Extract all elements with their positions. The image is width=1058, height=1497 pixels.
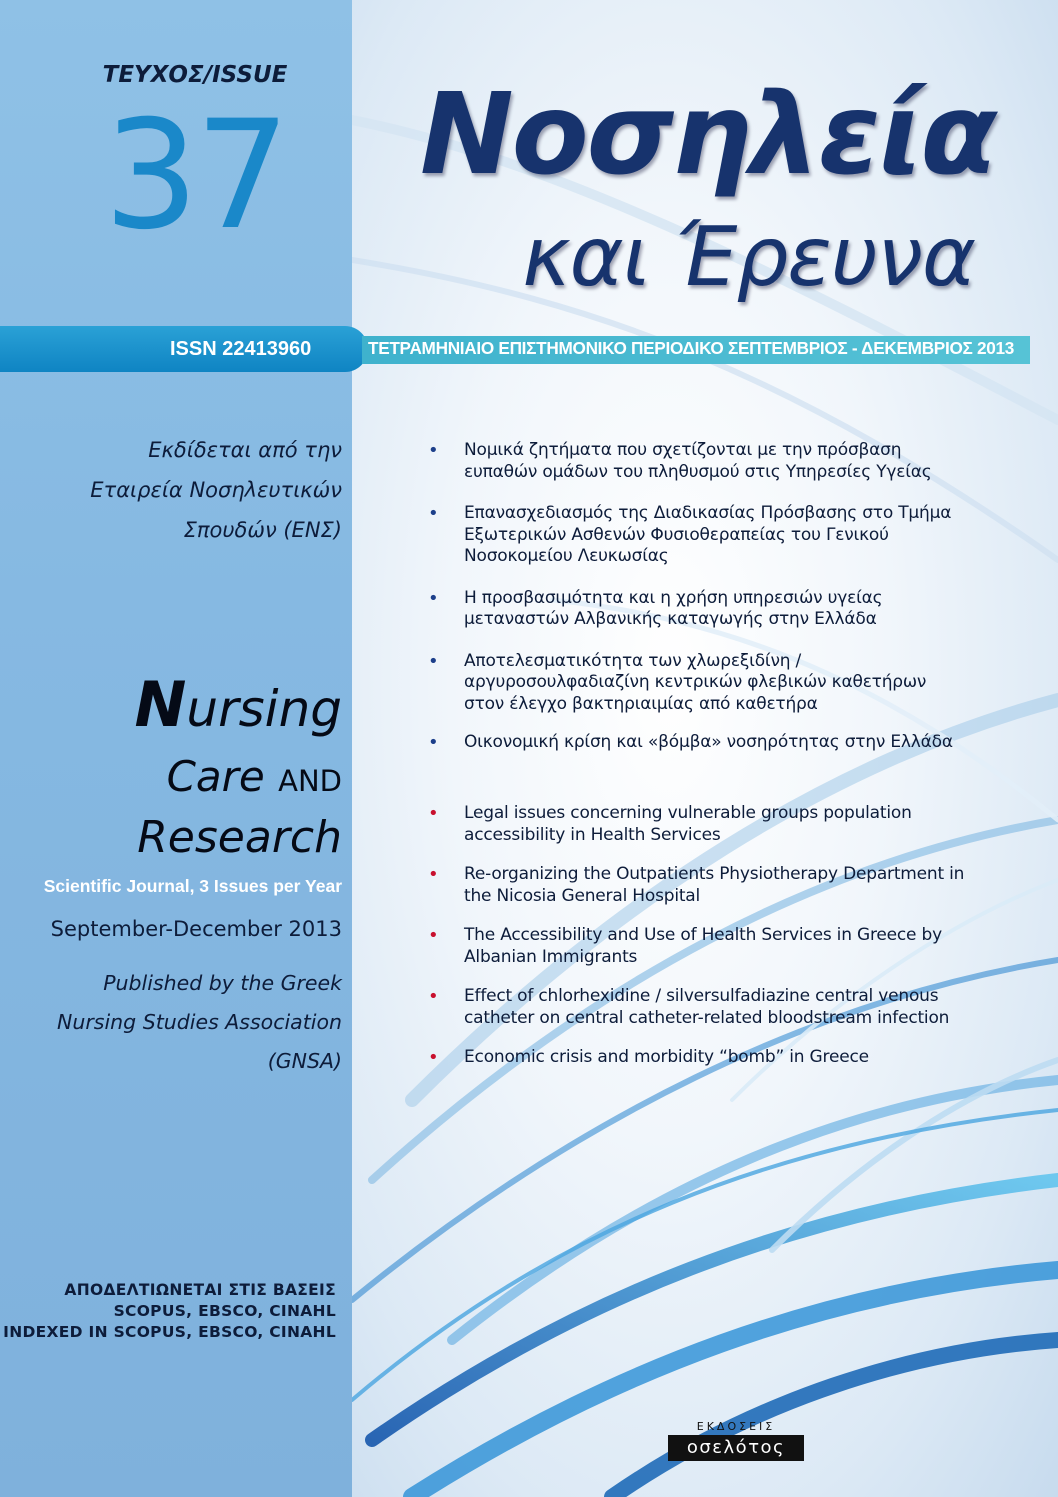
bullet-icon: • (428, 803, 439, 824)
issn-number: ISSN 22413960 (170, 338, 312, 360)
list-item (428, 503, 968, 568)
article-title: Economic crisis and morbidity “bomb” in Greece (464, 1047, 869, 1067)
articles-english-list (428, 803, 968, 1069)
publisher-english (10, 964, 342, 1081)
english-title-line3: Research (137, 812, 342, 863)
indexing-line: SCOPUS, EBSCO, CINAHL (113, 1302, 336, 1320)
english-title-line2 (20, 752, 342, 801)
publisher-greek-line: Σπουδών (ΕΝΣ) (183, 518, 342, 542)
bullet-icon: • (428, 864, 439, 885)
bullet-icon: • (428, 1047, 439, 1068)
bullet-icon: • (428, 587, 439, 609)
article-title: Οικονομική κρίση και «βόμβα» νοσηρότητας στην Ελλάδα (464, 732, 953, 752)
indexing-line: INDEXED IN SCOPUS, EBSCO, CINAHL (3, 1323, 336, 1341)
list-item (428, 925, 968, 968)
article-title: Effect of chlorhexidine / silversulfadiazine central venous catheter on central catheter-related bloodstream infection (464, 986, 950, 1028)
article-title: Legal issues concerning vulnerable groups population accessibility in Health Services (464, 803, 912, 845)
bullet-icon: • (428, 650, 439, 672)
list-item (428, 651, 968, 716)
journal-title-greek-line1: Νοσηλεία (420, 70, 996, 200)
periodical-strip-text: ΤΕΤΡΑΜΗΝΙΑΙΟ ΕΠΙΣΤΗΜΟΝΙΚΟ ΠΕΡΙΟΔΙΚΟ ΣΕΠΤΕΜΒΡΙΟΣ - ΔΕΚΕΜΒΡΙΟΣ 2013 (368, 338, 1015, 358)
english-title-line1 (20, 668, 342, 741)
list-item (428, 440, 968, 483)
articles-greek-list (428, 440, 968, 754)
indexing-line: ΑΠΟΔΕΛΤΙΩΝΕΤΑΙ ΣΤΙΣ ΒΑΣΕΙΣ (64, 1281, 336, 1299)
issue-label: ΤΕΥΧΟΣ/ISSUE (102, 62, 288, 88)
bullet-icon: • (428, 503, 439, 524)
publisher-english-line: Published by the Greek (103, 971, 342, 995)
english-title-initial: N (134, 668, 187, 741)
article-title: Νομικά ζητήματα που σχετίζονται με την πρόσβαση ευπαθών ομάδων του πληθυσμού στις Υπηρεσίες Υγείας (464, 440, 932, 482)
publisher-english-line: Nursing Studies Association (57, 1010, 342, 1034)
bullet-icon: • (428, 732, 439, 753)
publisher-logo (666, 1420, 806, 1461)
publisher-logo-name: οσελότος (668, 1435, 804, 1461)
bullet-icon: • (428, 440, 439, 461)
publisher-greek-line: Εταιρεία Νοσηλευτικών (90, 478, 342, 502)
scientific-journal-line: Scientific Journal, 3 Issues per Year (43, 876, 342, 896)
article-title: Re-organizing the Outpatients Physiotherapy Department in the Nicosia General Hospital (464, 864, 965, 906)
publisher-logo-label: ΕΚΔΟΣΕΙΣ (696, 1420, 776, 1433)
english-title-care: Care (166, 752, 265, 801)
issue-number: 37 (103, 89, 287, 263)
publisher-greek (20, 430, 342, 550)
list-item (428, 588, 968, 631)
english-title-and: AND (278, 764, 342, 798)
publisher-greek-line: Εκδίδεται από την (148, 438, 342, 462)
indexing-info (0, 1280, 336, 1343)
list-item (428, 732, 968, 754)
article-title: The Accessibility and Use of Health Services in Greece by Albanian Immigrants (464, 925, 942, 967)
article-title: Η προσβασιμότητα και η χρήση υπηρεσιών υγείας μεταναστών Αλβανικής καταγωγής στην Ελλάδα (464, 587, 883, 629)
list-item (428, 986, 968, 1029)
list-item (428, 1047, 968, 1069)
journal-title-greek-line2: και Έρευνα (522, 210, 975, 305)
english-title-rest: ursing (186, 680, 342, 738)
list-item (428, 803, 968, 846)
article-title: Επανασχεδιασμός της Διαδικασίας Πρόσβασης στο Τμήμα Εξωτερικών Ασθενών Φυσιοθεραπείας του Γενικού Νοσοκομείου Λευκωσίας (464, 503, 952, 566)
bullet-icon: • (428, 925, 439, 946)
publisher-english-line: (GNSA) (267, 1049, 342, 1073)
list-item (428, 864, 968, 907)
issue-date: September-December 2013 (50, 917, 342, 941)
bullet-icon: • (428, 986, 439, 1007)
article-title: Αποτελεσματικότητα των χλωρεξιδίνη / αργυροσουλφαδιαζίνη κεντρικών φλεβικών καθετήρων στον έλεγχο βακτηριαιμίας από καθετήρα (464, 650, 927, 714)
